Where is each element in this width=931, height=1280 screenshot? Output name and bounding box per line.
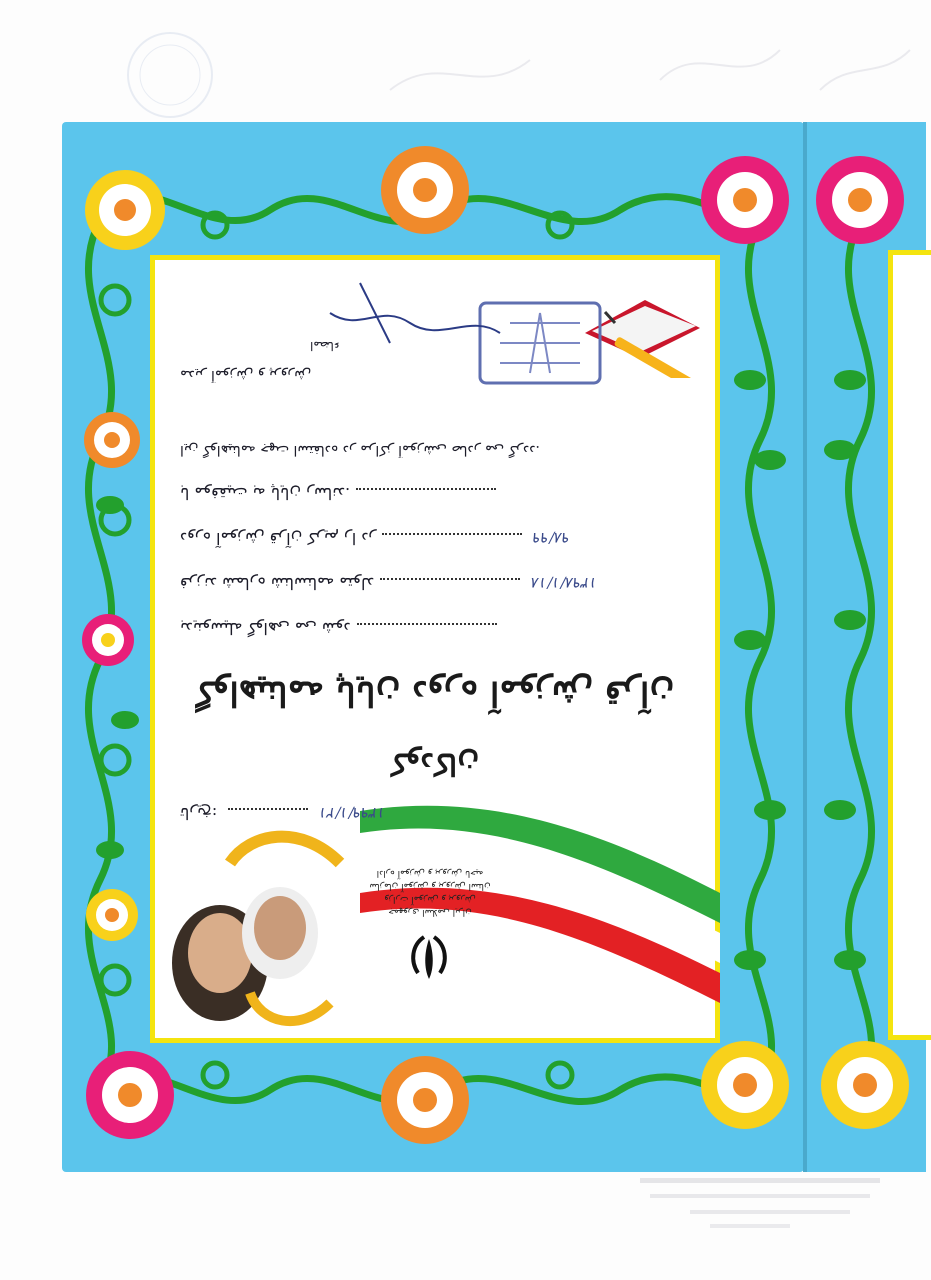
- next-page-panel: [888, 250, 931, 1040]
- date-label: تاریخ:: [180, 804, 218, 823]
- signature-mark: [280, 273, 510, 353]
- show-through-text: [560, 1170, 900, 1240]
- org-line: اداره آموزش و پرورش ناحیه: [376, 868, 484, 878]
- certificate-subtitle: کودکان: [390, 746, 480, 781]
- certificate-title: گواهینامه پایان دوره آموزش قرآن: [195, 673, 675, 713]
- org-line: جمهوری اسلامی ایران: [388, 907, 472, 917]
- show-through-marks: [60, 20, 920, 120]
- date-value: ۱۳۹۹/۱/۲۱: [319, 804, 386, 822]
- org-line: سازمان آموزش و پرورش استان: [369, 881, 491, 891]
- iran-emblem-icon: [406, 933, 452, 983]
- body-line-4: با موفقیت به پایان رساند.: [180, 484, 690, 503]
- body-line-2: فرزند شماره شناسنامه متولد ۱۳۹۸/۱/۱۸: [180, 574, 598, 593]
- handwritten-year: ۹۸/۹۹: [533, 529, 571, 547]
- page-fold: [803, 122, 807, 1172]
- closing-line: مدیر آموزش و پرورش: [180, 367, 312, 383]
- issuing-organization: [320, 866, 540, 918]
- portrait-icon: [172, 837, 340, 1021]
- org-line: وزارت آموزش و پرورش: [384, 894, 476, 904]
- signature-label: امضاء: [310, 339, 340, 353]
- body-line-5: این گواهینامه جهت استفاده در مراکز آموزشی صادر می گردد.: [180, 442, 540, 458]
- body-line-1: بدینوسیله گواهی می شود: [180, 619, 690, 638]
- date-line: [180, 804, 420, 823]
- handwritten-date: ۱۳۹۸/۱/۱۸: [531, 574, 598, 592]
- certificate-content: [150, 255, 720, 1043]
- body-line-3: دوره آموزش قرآن کریم را در ۹۸/۹۹: [180, 529, 571, 548]
